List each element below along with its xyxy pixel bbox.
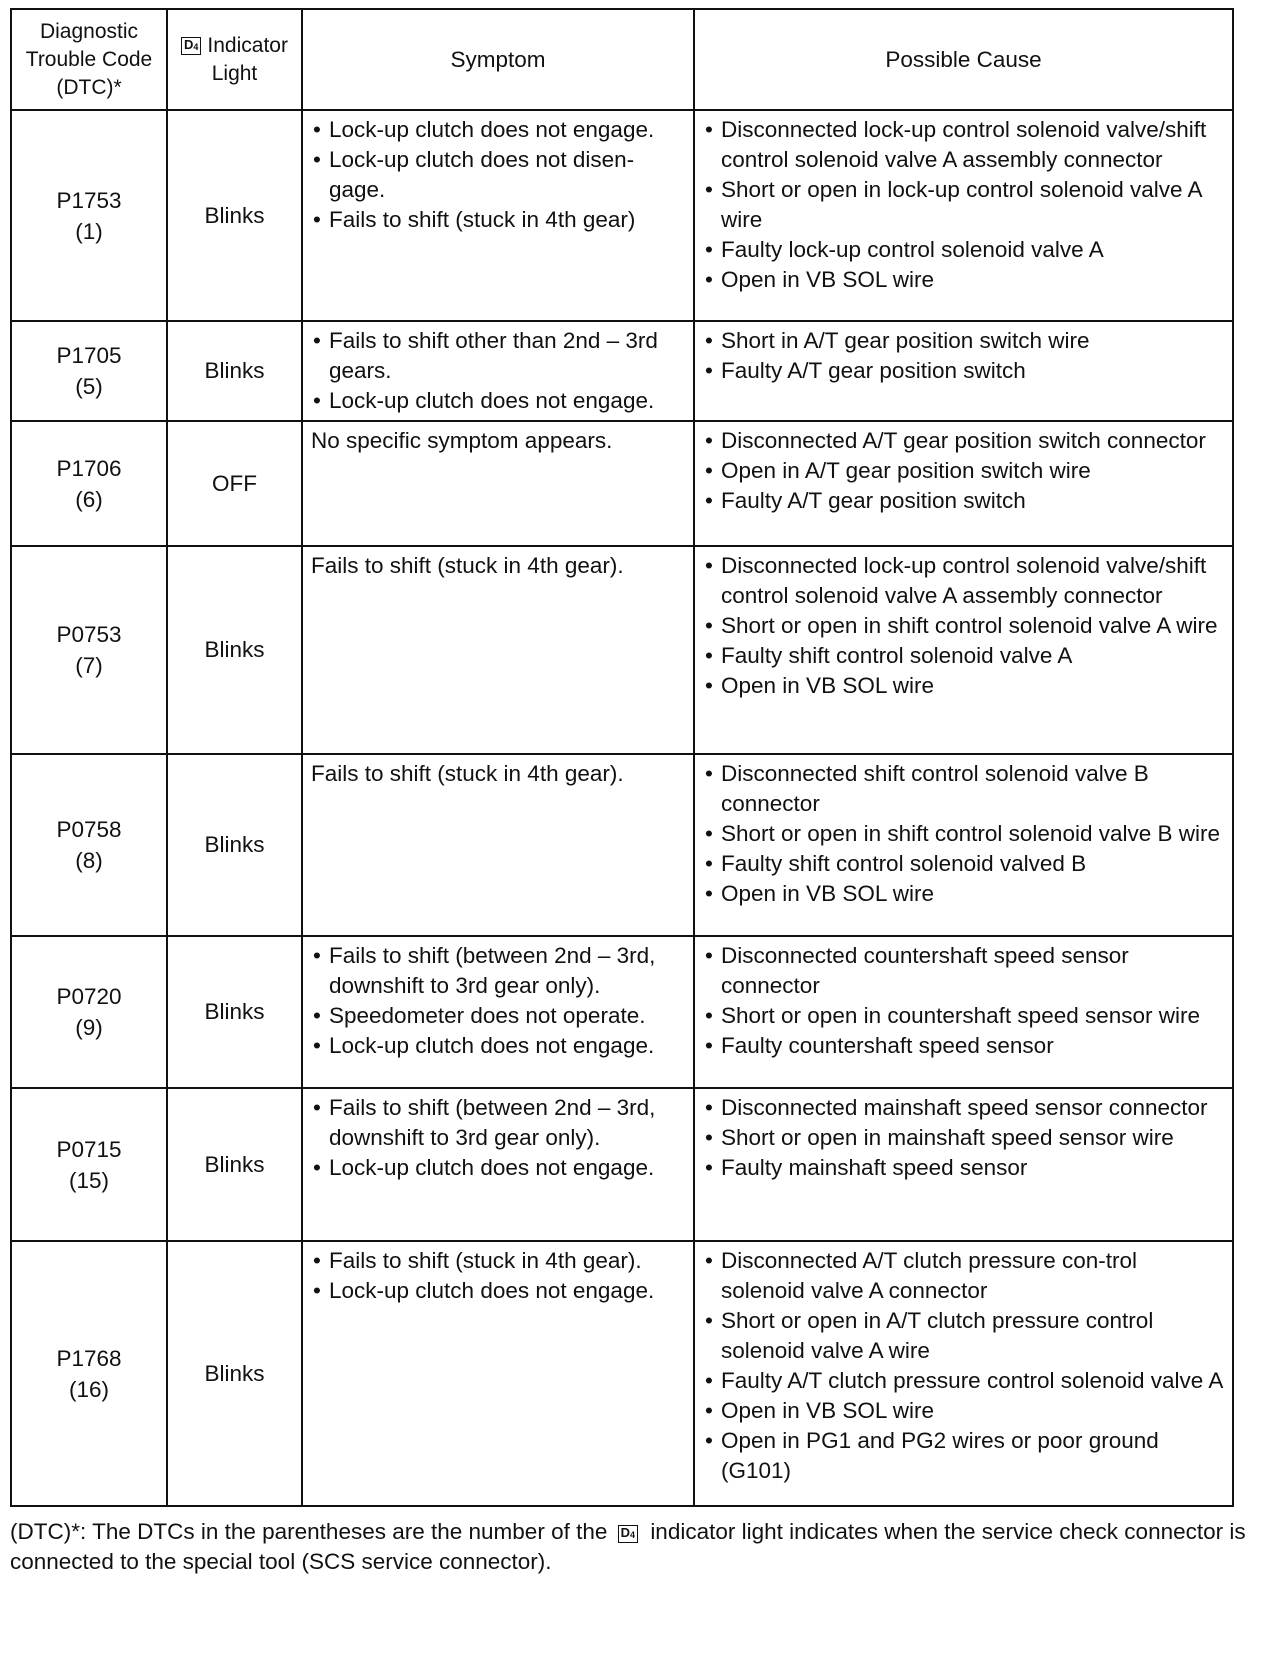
dtc-code: P0753: [56, 622, 122, 647]
cause-item: • Short or open in shift control solenoid valve A wire: [703, 611, 1224, 641]
symptom-cell: [302, 754, 694, 936]
symptom-item: • Speedometer does not operate.: [311, 1001, 685, 1031]
dtc-code-cell: [11, 1241, 167, 1506]
cause-item: • Faulty shift control solenoid valve A: [703, 641, 1224, 671]
cause-item: • Open in A/T gear position switch wire: [703, 456, 1224, 486]
indicator-state: Blinks: [167, 546, 302, 754]
cause-cell: [694, 1088, 1233, 1241]
cause-list: [703, 941, 1224, 1061]
dtc-code-cell: [11, 421, 167, 546]
cause-cell: [694, 421, 1233, 546]
symptom-item: • Lock-up clutch does not engage.: [311, 386, 685, 416]
cause-item: • Disconnected countershaft speed sensor connector: [703, 941, 1224, 1001]
header-indicator-line2: Light: [211, 61, 258, 85]
symptom-text: No specific symptom appears.: [311, 428, 613, 453]
dtc-blink-count: (16): [68, 1376, 109, 1402]
cause-item: • Short or open in mainshaft speed sensor wire: [703, 1123, 1224, 1153]
dtc-blink-count: (1): [75, 218, 103, 244]
page: [10, 8, 1246, 1577]
table-row: [11, 1088, 1233, 1241]
dtc-blink-count: (6): [75, 486, 103, 512]
dtc-code: P1768: [56, 1345, 122, 1371]
header-dtc: [11, 9, 167, 110]
dtc-code: P1706: [56, 455, 122, 481]
header-indicator: [167, 9, 302, 110]
dtc-code: P0758: [56, 817, 122, 842]
cause-item: • Short or open in lock-up control solenoid valve A wire: [703, 175, 1224, 235]
table-row: [11, 321, 1233, 421]
cause-item: • Faulty shift control solenoid valved B: [703, 849, 1224, 879]
symptom-cell: [302, 1088, 694, 1241]
table-row: [11, 110, 1233, 321]
symptom-list: [311, 326, 685, 416]
table-row: [11, 936, 1233, 1088]
footnote-text-after: indicator light indicates when the service check connector is connected to the special tool (SCS service connector).: [10, 1519, 1246, 1574]
cause-item: • Disconnected A/T gear position switch connector: [703, 426, 1224, 456]
symptom-item: • Lock-up clutch does not engage.: [311, 115, 685, 145]
footnote: [10, 1517, 1250, 1577]
symptom-list: [311, 115, 685, 235]
symptom-item: • Fails to shift (stuck in 4th gear).: [311, 1246, 685, 1276]
dtc-blink-count: (9): [75, 1015, 103, 1040]
symptom-cell: [302, 936, 694, 1088]
d4-indicator-icon: $D_4$: [618, 1525, 638, 1543]
dtc-code-cell: [11, 110, 167, 321]
table-row: [11, 546, 1233, 754]
cause-item: • Short or open in countershaft speed sensor wire: [703, 1001, 1224, 1031]
cause-item: • Faulty mainshaft speed sensor: [703, 1153, 1224, 1183]
symptom-item: • Lock-up clutch does not engage.: [311, 1153, 685, 1183]
cause-item: • Open in VB SOL wire: [703, 671, 1224, 701]
indicator-state: Blinks: [167, 1241, 302, 1506]
cause-item: • Disconnected lock-up control solenoid valve/shift control solenoid valve A assembly connector: [703, 115, 1224, 175]
table-row: [11, 1241, 1233, 1506]
cause-item: • Faulty A/T gear position switch: [703, 486, 1224, 516]
dtc-code-cell: [11, 546, 167, 754]
dtc-blink-count: (15): [68, 1167, 109, 1193]
symptom-item: • Lock-up clutch does not disen-gage.: [311, 145, 685, 205]
dtc-blink-count: (8): [75, 848, 103, 873]
dtc-blink-count: (5): [75, 374, 103, 399]
dtc-code: P1753: [56, 187, 122, 213]
cause-cell: [694, 936, 1233, 1088]
symptom-list: [311, 941, 685, 1061]
header-indicator-line1: Indicator: [207, 33, 288, 57]
header-dtc-line1: Diagnostic: [39, 19, 139, 43]
table-row: [11, 754, 1233, 936]
symptom-cell: [302, 110, 694, 321]
indicator-state: Blinks: [167, 936, 302, 1088]
dtc-blink-count: (7): [75, 653, 103, 678]
symptom-list: [311, 1246, 685, 1306]
cause-item: • Faulty lock-up control solenoid valve A: [703, 235, 1224, 265]
symptom-item: • Lock-up clutch does not engage.: [311, 1276, 685, 1306]
indicator-state: Blinks: [167, 110, 302, 321]
cause-item: • Disconnected shift control solenoid valve B connector: [703, 759, 1224, 819]
dtc-code-cell: [11, 1088, 167, 1241]
header-row: [11, 9, 1233, 110]
cause-cell: [694, 1241, 1233, 1506]
cause-list: [703, 326, 1224, 386]
cause-cell: [694, 546, 1233, 754]
symptom-item: • Fails to shift other than 2nd – 3rd gears.: [311, 326, 685, 386]
footnote-text-before: (DTC)*: The DTCs in the parentheses are the number of the: [10, 1519, 608, 1544]
dtc-code: P1705: [56, 343, 122, 368]
cause-item: • Disconnected lock-up control solenoid valve/shift control solenoid valve A assembly connector: [703, 551, 1224, 611]
d4-indicator-icon: $D_4$: [181, 37, 201, 55]
symptom-cell: [302, 321, 694, 421]
header-dtc-line2: Trouble Code: [25, 47, 153, 71]
dtc-code-cell: [11, 754, 167, 936]
cause-item: • Faulty A/T clutch pressure control solenoid valve A: [703, 1366, 1224, 1396]
cause-cell: [694, 754, 1233, 936]
dtc-code-cell: [11, 936, 167, 1088]
cause-cell: [694, 110, 1233, 321]
cause-list: [703, 1093, 1224, 1183]
cause-item: • Faulty countershaft speed sensor: [703, 1031, 1224, 1061]
cause-item: • Short or open in A/T clutch pressure control solenoid valve A wire: [703, 1306, 1224, 1366]
symptom-cell: [302, 1241, 694, 1506]
symptom-item: • Fails to shift (stuck in 4th gear): [311, 205, 685, 235]
symptom-text: Fails to shift (stuck in 4th gear).: [311, 553, 624, 578]
dtc-code: P0720: [56, 984, 122, 1009]
cause-item: • Open in VB SOL wire: [703, 879, 1224, 909]
cause-list: [703, 759, 1224, 909]
cause-cell: [694, 321, 1233, 421]
cause-item: • Open in VB SOL wire: [703, 265, 1224, 295]
dtc-code: P0715: [56, 1136, 122, 1162]
cause-item: • Short in A/T gear position switch wire: [703, 326, 1224, 356]
cause-item: • Disconnected A/T clutch pressure con-trol solenoid valve A connector: [703, 1246, 1224, 1306]
header-cause: Possible Cause: [694, 9, 1233, 110]
dtc-table: [10, 8, 1234, 1507]
symptom-text: Fails to shift (stuck in 4th gear).: [311, 761, 624, 786]
dtc-code-cell: [11, 321, 167, 421]
header-symptom: Symptom: [302, 9, 694, 110]
indicator-state: Blinks: [167, 754, 302, 936]
indicator-state: OFF: [167, 421, 302, 546]
symptom-item: • Lock-up clutch does not engage.: [311, 1031, 685, 1061]
cause-list: [703, 551, 1224, 701]
dtc-table-body: [11, 110, 1233, 1506]
cause-list: [703, 1246, 1224, 1486]
symptom-item: • Fails to shift (between 2nd – 3rd, downshift to 3rd gear only).: [311, 1093, 685, 1153]
symptom-cell: [302, 546, 694, 754]
symptom-cell: [302, 421, 694, 546]
cause-item: • Short or open in shift control solenoid valve B wire: [703, 819, 1224, 849]
cause-list: [703, 115, 1224, 295]
cause-list: [703, 426, 1224, 516]
indicator-state: Blinks: [167, 321, 302, 421]
indicator-state: Blinks: [167, 1088, 302, 1241]
cause-item: • Open in VB SOL wire: [703, 1396, 1224, 1426]
cause-item: • Open in PG1 and PG2 wires or poor ground (G101): [703, 1426, 1224, 1486]
symptom-list: [311, 1093, 685, 1183]
table-row: [11, 421, 1233, 546]
cause-item: • Faulty A/T gear position switch: [703, 356, 1224, 386]
symptom-item: • Fails to shift (between 2nd – 3rd, downshift to 3rd gear only).: [311, 941, 685, 1001]
header-dtc-line3: (DTC)*: [56, 75, 122, 99]
cause-item: • Disconnected mainshaft speed sensor connector: [703, 1093, 1224, 1123]
